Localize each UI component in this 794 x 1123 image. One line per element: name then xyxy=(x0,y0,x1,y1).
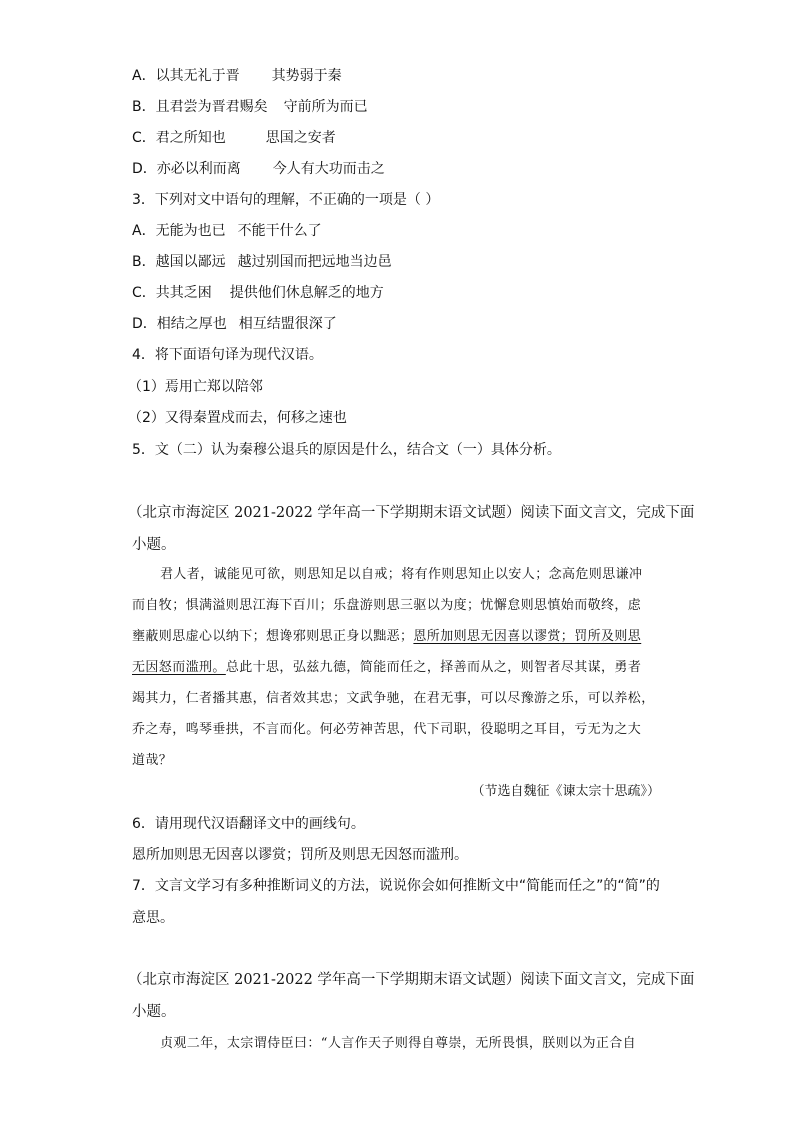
q3-option-b-right: 越过别国而把远地当边邑 xyxy=(237,254,392,270)
q2-option-a xyxy=(132,66,672,86)
q2-option-d xyxy=(132,159,672,179)
q3-stem: 3．下列对文中语句的理解，不正确的一项是（ ） xyxy=(132,192,440,208)
passage-line-2: 而自牧；惧满溢则思江海下百川；乐盘游则思三驱以为度；忧懈怠则思慎始而敬终，虑 xyxy=(132,598,642,613)
q2-option-d-left: D．亦必以利而离 xyxy=(132,161,241,177)
passage-citation: （节选自魏征《谏太宗十思疏》） xyxy=(471,784,660,799)
q2-option-c-left: C．君之所知也 xyxy=(132,130,226,146)
passage-line-3-text: 壅蔽则思虚心以纳下；想谗邪则思正身以黜恶； xyxy=(132,629,414,644)
q2-option-d-right: 今人有大功而击之 xyxy=(272,161,385,177)
q2-option-c-right: 思国之安者 xyxy=(265,130,336,146)
section2-source-line2: 小题。 xyxy=(132,1004,176,1020)
q3-option-d-left: D．相结之厚也 xyxy=(132,316,227,332)
q3-option-c xyxy=(132,283,672,303)
section2-passage-line-1: 贞观二年，太宗谓侍臣曰：“人言作天子则得自尊崇，无所畏惧，朕则以为正合自 xyxy=(160,1036,637,1051)
q4-item-2: （2）又得秦置戍而去，何移之速也 xyxy=(128,410,347,426)
q2-option-b-left: B．且君尝为晋君赐矣 xyxy=(132,99,268,115)
passage-line-4-text: 总此十思，弘兹九德，简能而任之，择善而从之，则智者尽其谋，勇者 xyxy=(225,660,642,675)
q3-option-b-left: B．越国以鄙远 xyxy=(132,254,226,270)
q2-option-b xyxy=(132,97,672,117)
q7-stem-line1: 7．文言文学习有多种推断词义的方法，说说你会如何推断文中“简能而任之”的“简”的 xyxy=(132,878,660,894)
q3-option-a-left: A．无能为也已 xyxy=(132,223,226,239)
section1-source-line2: 小题。 xyxy=(132,537,176,553)
q6-stem: 6．请用现代汉语翻译文中的画线句。 xyxy=(132,816,365,832)
q6-sentence: 恩所加则思无因喜以谬赏；罚所及则思无因怒而滥刑。 xyxy=(132,847,468,863)
q2-option-a-right: 其势弱于秦 xyxy=(271,68,342,84)
q3-option-a xyxy=(132,221,672,241)
passage-line-5: 竭其力，仁者播其惠，信者效其忠；文武争驰，在君无事，可以尽豫游之乐，可以养松， xyxy=(132,691,655,706)
q3-option-c-left: C．共其乏困 xyxy=(132,285,212,301)
passage-line-7: 道哉？ xyxy=(132,753,173,768)
q3-option-a-right: 不能干什么了 xyxy=(237,223,322,239)
q7-stem-line2: 意思。 xyxy=(132,910,174,926)
section2-source-line1: （北京市海淀区 2021-2022 学年高一下学期期末语文试题）阅读下面文言文，完成下面 xyxy=(128,972,695,988)
q5-stem: 5．文（二）认为秦穆公退兵的原因是什么，结合文（一）具体分析。 xyxy=(132,442,561,458)
passage-line-1: 君人者，诚能见可欲，则思知足以自戒；将有作则思知止以安人；念高危则思谦冲 xyxy=(160,567,643,582)
underlined-sentence-part-1: 恩所加则思无因喜以谬赏；罚所及则思 xyxy=(413,629,642,644)
q3-option-b xyxy=(132,252,672,272)
passage-line-6: 乔之寿，鸣琴垂拱，不言而化。何必劳神苦思，代下司职，役聪明之耳目，亏无为之大 xyxy=(132,722,642,737)
q2-option-c xyxy=(132,128,672,148)
passage-line-4 xyxy=(132,658,662,678)
q3-option-d xyxy=(132,314,672,334)
passage-line-3 xyxy=(132,627,662,647)
q4-item-1: （1）焉用亡郑以陪邻 xyxy=(128,379,263,395)
q3-option-d-right: 相互结盟很深了 xyxy=(238,316,337,332)
underlined-sentence-part-2: 无因怒而滥刑。 xyxy=(132,660,226,675)
q4-stem: 4．将下面语句译为现代汉语。 xyxy=(132,347,323,363)
q2-option-b-right: 守前所为而已 xyxy=(283,99,368,115)
q2-option-a-left: A．以其无礼于晋 xyxy=(132,68,240,84)
section1-source-line1: （北京市海淀区 2021-2022 学年高一下学期期末语文试题）阅读下面文言文，完成下面 xyxy=(128,505,695,521)
q3-option-c-right: 提供他们休息解乏的地方 xyxy=(229,285,384,301)
